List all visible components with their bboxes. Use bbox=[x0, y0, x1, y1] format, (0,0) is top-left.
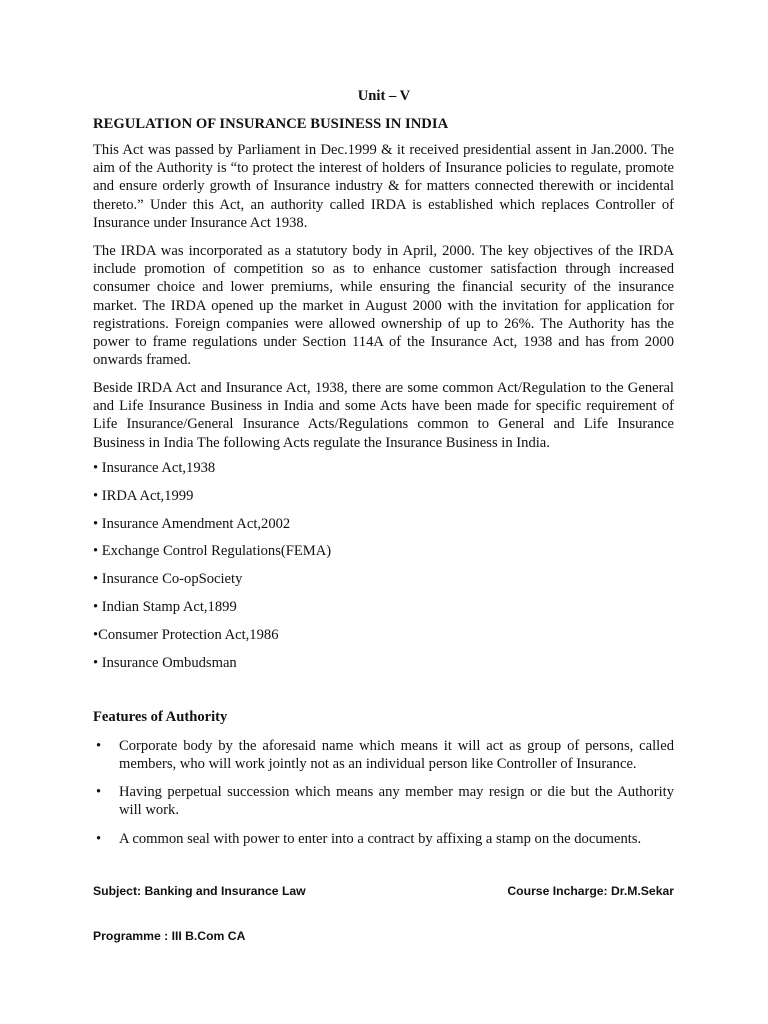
footer-programme: Programme : III B.Com CA bbox=[93, 929, 246, 943]
section-heading: REGULATION OF INSURANCE BUSINESS IN INDIA bbox=[93, 116, 449, 132]
feature-item bbox=[93, 737, 674, 773]
bullet-icon: • bbox=[96, 831, 102, 847]
feature-item bbox=[93, 783, 674, 819]
feature-text: A common seal with power to enter into a contract by affixing a stamp on the documents. bbox=[119, 831, 642, 847]
footer-course-incharge: Course Incharge: Dr.M.Sekar bbox=[507, 884, 674, 898]
acts-list-item: • Insurance Amendment Act,2002 bbox=[93, 516, 291, 532]
paragraph-act-passage: This Act was passed by Parliament in Dec.1999 & it received presidential assent in Jan.2000. The aim of the Authority is “to protect the interest of holders of Insurance policies to regulate, promote and ensure orderly growth of Insurance industry & for matters connected therewith or incidental thereto.” Under this Act, an authority called IRDA is established which replaces Controller of Insurance under Insurance Act 1938. bbox=[93, 142, 674, 231]
bullet-icon: • bbox=[96, 738, 102, 754]
feature-text: Corporate body by the aforesaid name which means it will act as group of persons, called members, who will work jointly not as an individual person like Controller of Insurance. bbox=[119, 738, 674, 773]
bullet-icon: • bbox=[96, 784, 102, 800]
acts-list-item: • Insurance Act,1938 bbox=[93, 460, 216, 476]
acts-list-item: •Consumer Protection Act,1986 bbox=[93, 627, 279, 643]
paragraph-common-acts: Beside IRDA Act and Insurance Act, 1938, there are some common Act/Regulation to the General and Life Insurance Business in India and some Acts have been made for specific requirement of Life Insurance/General Insurance Acts/Regulations common to General and Life Insurance Business in India The following Acts regulate the Insurance Business in India. bbox=[93, 380, 674, 451]
feature-text: Having perpetual succession which means any member may resign or die but the Authority will work. bbox=[119, 784, 674, 819]
acts-list-item: • Insurance Ombudsman bbox=[93, 655, 237, 671]
unit-title: Unit – V bbox=[357, 88, 411, 104]
acts-list-item: • IRDA Act,1999 bbox=[93, 488, 194, 504]
acts-list-item: • Exchange Control Regulations(FEMA) bbox=[93, 543, 332, 559]
acts-list-item: • Indian Stamp Act,1899 bbox=[93, 599, 237, 615]
footer-subject: Subject: Banking and Insurance Law bbox=[93, 884, 306, 898]
acts-list-item: • Insurance Co-opSociety bbox=[93, 571, 243, 587]
paragraph-irda-incorporation: The IRDA was incorporated as a statutory body in April, 2000. The key objectives of the IRDA include promotion of competition so as to enhance customer satisfaction through increased consumer choice and lower premiums, while ensuring the financial security of the insurance market. The IRDA opened up the market in August 2000 with the invitation for application for registrations. Foreign companies were allowed ownership of up to 26%. The Authority has the power to frame regulations under Section 114A of the Insurance Act, 1938 and has from 2000 onwards framed. bbox=[93, 243, 674, 369]
feature-item bbox=[93, 830, 674, 848]
features-heading: Features of Authority bbox=[93, 709, 228, 725]
